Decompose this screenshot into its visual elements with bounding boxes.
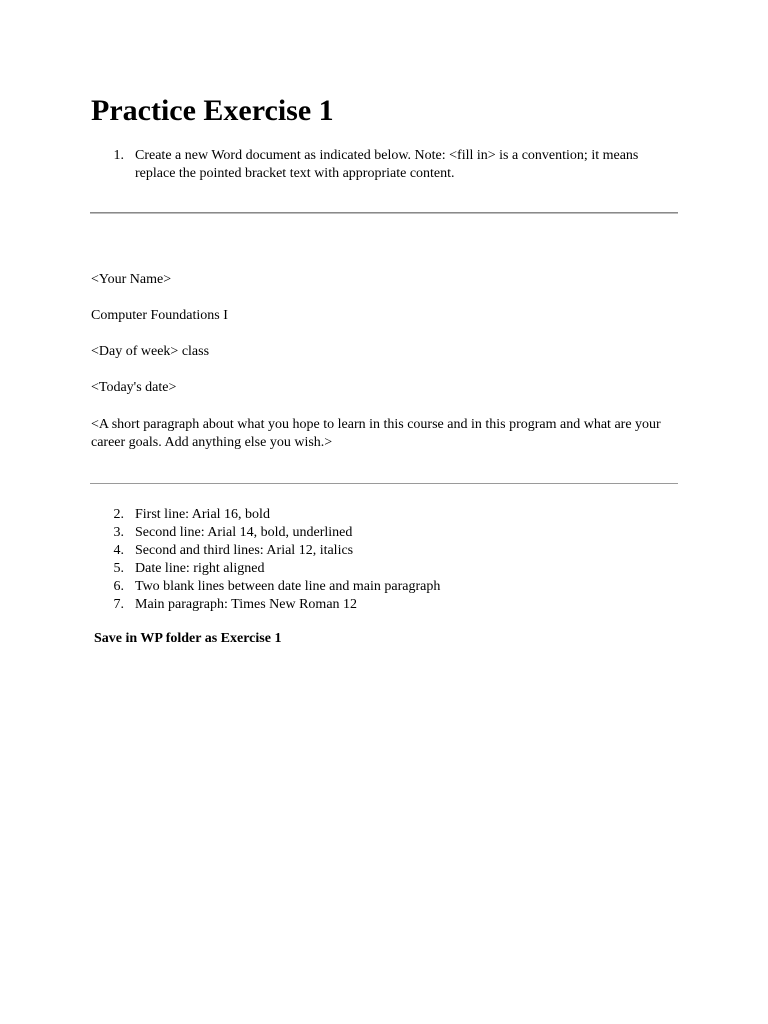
list-item-text: Second line: Arial 14, bold, underlined — [135, 525, 353, 540]
list-item-number: 6. — [113, 579, 124, 594]
save-instruction: Save in WP folder as Exercise 1 — [94, 631, 282, 646]
list-item — [91, 542, 651, 560]
list-item — [91, 524, 651, 542]
list-item-number: 3. — [113, 525, 124, 540]
list-item — [91, 506, 651, 524]
list-item-number: 4. — [113, 543, 124, 558]
list-item — [91, 560, 651, 578]
list-item — [91, 147, 651, 183]
list-item-text: Second and third lines: Arial 12, italics — [135, 543, 354, 558]
sample-paragraph: <A short paragraph about what you hope to learn in this course and in this program and what are your career goals. Add anything else you wish.> — [91, 417, 661, 450]
list-item-number: 5. — [113, 561, 124, 576]
list-item-text: Create a new Word document as indicated below. Note: <fill in> is a convention; it means replace the pointed bracket text with appropriate content. — [135, 148, 639, 181]
name-line: <Your Name> — [91, 272, 172, 287]
instructions-list — [91, 506, 651, 614]
list-item-text: Date line: right aligned — [135, 561, 265, 576]
class-line: <Day of week> class — [91, 344, 210, 359]
list-item-number: 1. — [113, 148, 124, 163]
list-item-text: Two blank lines between date line and main paragraph — [135, 579, 441, 594]
list-item-number: 7. — [113, 597, 124, 612]
top-divider — [90, 212, 678, 214]
page-title: Practice Exercise 1 — [91, 94, 334, 127]
list-item — [91, 596, 651, 614]
intro-list — [91, 147, 651, 183]
course-line: Computer Foundations I — [91, 308, 228, 323]
list-item-text: Main paragraph: Times New Roman 12 — [135, 597, 358, 612]
date-line: <Today's date> — [91, 380, 177, 395]
bottom-divider — [90, 483, 678, 484]
list-item — [91, 578, 651, 596]
list-item-text: First line: Arial 16, bold — [135, 507, 270, 522]
list-item-number: 2. — [113, 507, 124, 522]
